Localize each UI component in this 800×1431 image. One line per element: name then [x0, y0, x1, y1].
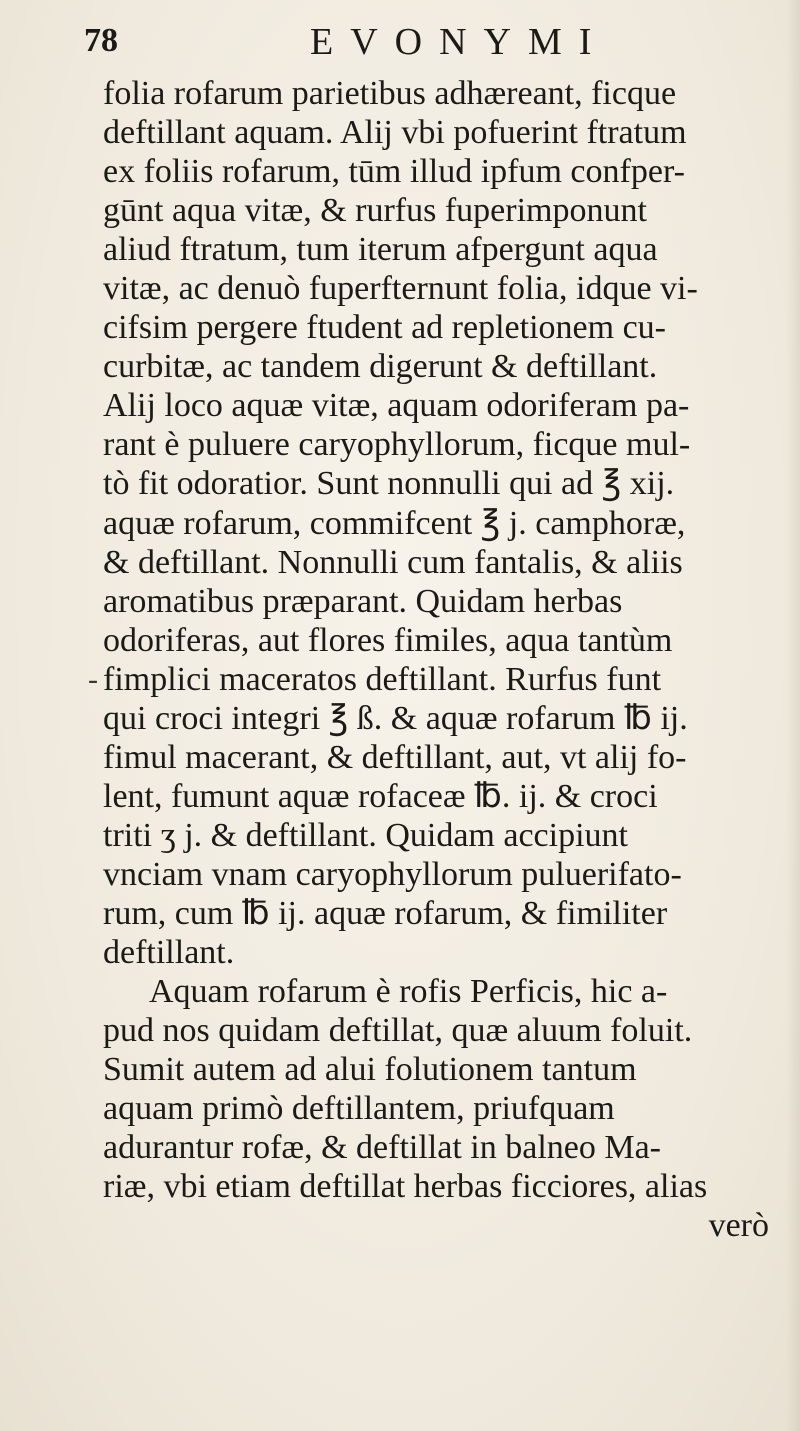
text-line: curbitæ, ac tandem digerunt & deftillant. — [103, 348, 658, 386]
text-line: fimul macerant, & deftillant, aut, vt alij fo- — [103, 738, 687, 776]
text-line: Alij loco aquæ vitæ, aquam odoriferam pa- — [103, 387, 690, 425]
text-line: odoriferas, aut flores fimiles, aqua tantùm — [103, 621, 673, 659]
text-line: aquæ rofarum, commifcent ℥ j. camphoræ, — [103, 504, 686, 542]
text-line: vitæ, ac denuò fuperfternunt folia, idque vi- — [103, 270, 698, 308]
page-number: 78 — [84, 22, 118, 59]
text-line: folia rofarum parietibus adhæreant, ficque — [103, 75, 677, 112]
text-line: lent, fumunt aquæ rofaceæ ℔. ij. & croci — [103, 777, 658, 815]
text-line: triti ʒ j. & deftillant. Quidam accipiunt — [103, 816, 628, 854]
text-line: rant è puluere caryophyllorum, ficque mul- — [103, 426, 691, 464]
text-line: adurantur rofæ, & deftillat in balneo Ma- — [103, 1129, 661, 1167]
text-line: ex foliis rofarum, tūm illud ipfum confper- — [103, 153, 685, 191]
text-line: gūnt aqua vitæ, & rurfus fuperimponunt — [103, 192, 647, 230]
paragraph-start-line: Aquam rofarum è rofis Perficis, hic a- — [149, 973, 668, 1011]
text-line: & deftillant. Nonnulli cum fantalis, & aliis — [103, 543, 683, 581]
text-line: riæ, vbi etiam deftillat herbas ficciores, alias — [103, 1168, 708, 1206]
text-line: cifsim pergere ftudent ad repletionem cu- — [103, 309, 666, 347]
text-line: aliud ftratum, tum iterum afpergunt aqua — [103, 231, 658, 269]
text-line: vnciam vnam caryophyllorum puluerifato- — [103, 855, 682, 893]
page-header — [84, 20, 724, 64]
text-line: rum, cum ℔ ij. aquæ rofarum, & fimiliter — [103, 894, 668, 932]
page-edge-shadow — [786, 0, 800, 1431]
text-line: aromatibus præparant. Quidam herbas — [103, 582, 623, 620]
text-line: fimplici maceratos deftillant. Rurfus funt — [103, 660, 662, 698]
text-line: deftillant aquam. Alij vbi pofuerint ftratum — [103, 114, 687, 152]
text-line: Sumit autem ad alui folutionem tantum — [103, 1051, 637, 1089]
body-text — [103, 74, 793, 1245]
text-line: tò fit odoratior. Sunt nonnulli qui ad ℥ xij. — [103, 465, 675, 503]
margin-mark: - — [88, 663, 98, 696]
running-head: EVONYMI — [310, 21, 609, 63]
catchword: verò — [708, 1207, 769, 1245]
text-line: pud nos quidam deftillat, quæ aluum foluit. — [103, 1012, 693, 1050]
text-line: aquam primò deftillantem, priufquam — [103, 1090, 615, 1128]
text-line: qui croci integri ℥ ß. & aquæ rofarum ℔ ij. — [103, 699, 688, 737]
text-line: deftillant. — [103, 934, 235, 972]
